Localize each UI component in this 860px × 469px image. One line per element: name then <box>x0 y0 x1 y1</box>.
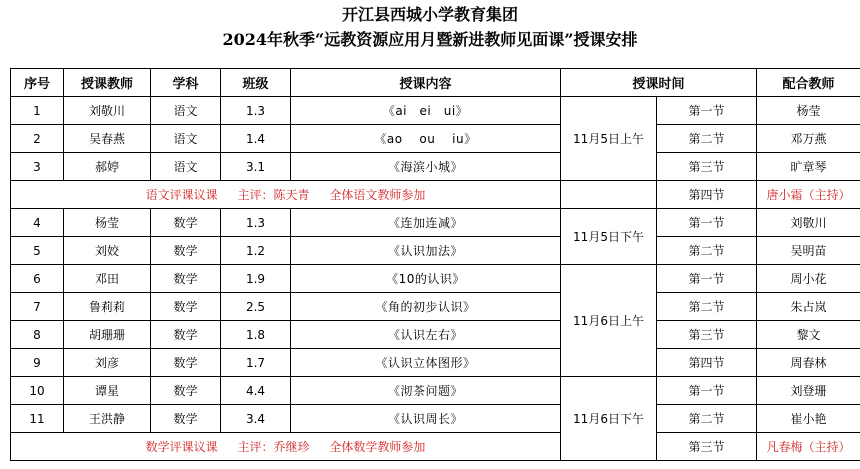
cell-content: 《10的认识》 <box>291 265 561 293</box>
cell-content: 《认识左右》 <box>291 321 561 349</box>
cell-period: 第三节 <box>657 321 757 349</box>
cell-assistant-host: 凡春梅（主持） <box>757 433 860 461</box>
chinese-eval-host: 主评：陈天青 <box>237 188 310 202</box>
cell-teacher: 鲁莉莉 <box>64 293 151 321</box>
header-seq: 序号 <box>11 69 64 97</box>
cell-class: 1.4 <box>221 125 291 153</box>
chinese-eval-cell <box>11 181 561 209</box>
cell-class: 1.2 <box>221 237 291 265</box>
table-row <box>11 97 860 125</box>
cell-time-date: 11月5日上午 <box>561 97 657 181</box>
cell-content: 《角的初步认识》 <box>291 293 561 321</box>
table-row <box>11 405 860 433</box>
schedule-table <box>10 68 860 461</box>
table-row <box>11 265 860 293</box>
cell-subject: 语文 <box>151 153 221 181</box>
cell-seq: 9 <box>11 349 64 377</box>
cell-subject: 语文 <box>151 125 221 153</box>
cell-subject: 数学 <box>151 321 221 349</box>
cell-assistant: 刘登珊 <box>757 377 860 405</box>
chinese-eval-row <box>11 181 860 209</box>
cell-content: 《认识立体图形》 <box>291 349 561 377</box>
table-row <box>11 321 860 349</box>
cell-period: 第一节 <box>657 97 757 125</box>
cell-content: 《ao ou iu》 <box>291 125 561 153</box>
cell-time-date: 11月5日下午 <box>561 209 657 265</box>
cell-assistant: 刘敬川 <box>757 209 860 237</box>
cell-assistant: 朱占岚 <box>757 293 860 321</box>
table-row <box>11 293 860 321</box>
cell-class: 3.4 <box>221 405 291 433</box>
cell-seq: 4 <box>11 209 64 237</box>
cell-assistant-host: 唐小霜（主持） <box>757 181 860 209</box>
cell-assistant: 崔小艳 <box>757 405 860 433</box>
cell-seq: 5 <box>11 237 64 265</box>
page-title: 开江县西城小学教育集团 <box>341 5 518 24</box>
cell-seq: 1 <box>11 97 64 125</box>
table-row <box>11 153 860 181</box>
cell-content: 《认识加法》 <box>291 237 561 265</box>
header-content: 授课内容 <box>291 69 561 97</box>
table-row <box>11 125 860 153</box>
cell-seq: 6 <box>11 265 64 293</box>
cell-teacher: 谭星 <box>64 377 151 405</box>
header-assistant: 配合教师 <box>757 69 860 97</box>
header-class: 班级 <box>221 69 291 97</box>
table-row <box>11 209 860 237</box>
cell-period: 第三节 <box>657 153 757 181</box>
cell-teacher: 胡珊珊 <box>64 321 151 349</box>
table-row <box>11 349 860 377</box>
math-eval-label: 数学评课议课 <box>145 440 218 454</box>
cell-seq: 10 <box>11 377 64 405</box>
cell-period: 第二节 <box>657 293 757 321</box>
cell-period: 第二节 <box>657 405 757 433</box>
cell-teacher: 王洪静 <box>64 405 151 433</box>
cell-period: 第四节 <box>657 181 757 209</box>
chinese-eval-participants: 全体语文教师参加 <box>329 188 426 202</box>
cell-subject: 数学 <box>151 349 221 377</box>
cell-subject: 数学 <box>151 293 221 321</box>
cell-seq: 11 <box>11 405 64 433</box>
header-row <box>11 69 860 97</box>
cell-content: 《沏茶问题》 <box>291 377 561 405</box>
table-row <box>11 237 860 265</box>
cell-subject: 数学 <box>151 237 221 265</box>
cell-assistant: 杨莹 <box>757 97 860 125</box>
cell-time-date: 11月6日上午 <box>561 265 657 377</box>
cell-period: 第一节 <box>657 377 757 405</box>
table-row <box>11 377 860 405</box>
cell-class: 1.7 <box>221 349 291 377</box>
cell-content: 《海滨小城》 <box>291 153 561 181</box>
cell-seq: 2 <box>11 125 64 153</box>
cell-subject: 数学 <box>151 405 221 433</box>
header-teacher: 授课教师 <box>64 69 151 97</box>
math-eval-participants: 全体数学教师参加 <box>329 440 426 454</box>
cell-seq: 3 <box>11 153 64 181</box>
cell-teacher: 刘姣 <box>64 237 151 265</box>
cell-assistant: 吴明苗 <box>757 237 860 265</box>
cell-subject: 数学 <box>151 209 221 237</box>
cell-teacher: 郝婷 <box>64 153 151 181</box>
cell-teacher: 刘敬川 <box>64 97 151 125</box>
header-time: 授课时间 <box>561 69 757 97</box>
cell-teacher: 邓田 <box>64 265 151 293</box>
cell-subject: 数学 <box>151 377 221 405</box>
cell-class: 1.9 <box>221 265 291 293</box>
page-subtitle: 2024年秋季“远教资源应用月暨新进教师见面课”授课安排 <box>222 30 638 49</box>
cell-class: 3.1 <box>221 153 291 181</box>
math-eval-cell <box>11 433 561 461</box>
math-eval-host: 主评：乔继珍 <box>237 440 310 454</box>
cell-class: 1.3 <box>221 97 291 125</box>
cell-subject: 数学 <box>151 265 221 293</box>
cell-time-empty <box>561 181 657 209</box>
cell-period: 第二节 <box>657 125 757 153</box>
cell-seq: 8 <box>11 321 64 349</box>
math-eval-row <box>11 433 860 461</box>
cell-time-date: 11月6日下午 <box>561 377 657 461</box>
cell-class: 1.3 <box>221 209 291 237</box>
cell-teacher: 吴春燕 <box>64 125 151 153</box>
header-subject: 学科 <box>151 69 221 97</box>
cell-assistant: 周小花 <box>757 265 860 293</box>
cell-subject: 语文 <box>151 97 221 125</box>
cell-period: 第一节 <box>657 265 757 293</box>
cell-class: 2.5 <box>221 293 291 321</box>
cell-class: 1.8 <box>221 321 291 349</box>
cell-teacher: 杨莹 <box>64 209 151 237</box>
cell-teacher: 刘彦 <box>64 349 151 377</box>
title-block <box>0 0 860 53</box>
cell-assistant: 邓万燕 <box>757 125 860 153</box>
cell-content: 《连加连减》 <box>291 209 561 237</box>
cell-content: 《认识周长》 <box>291 405 561 433</box>
cell-assistant: 周春林 <box>757 349 860 377</box>
cell-period: 第一节 <box>657 209 757 237</box>
cell-period: 第四节 <box>657 349 757 377</box>
cell-seq: 7 <box>11 293 64 321</box>
cell-assistant: 黎文 <box>757 321 860 349</box>
cell-period: 第二节 <box>657 237 757 265</box>
cell-class: 4.4 <box>221 377 291 405</box>
chinese-eval-label: 语文评课议课 <box>145 188 218 202</box>
cell-period: 第三节 <box>657 433 757 461</box>
cell-content: 《ai ei ui》 <box>291 97 561 125</box>
cell-assistant: 旷章琴 <box>757 153 860 181</box>
